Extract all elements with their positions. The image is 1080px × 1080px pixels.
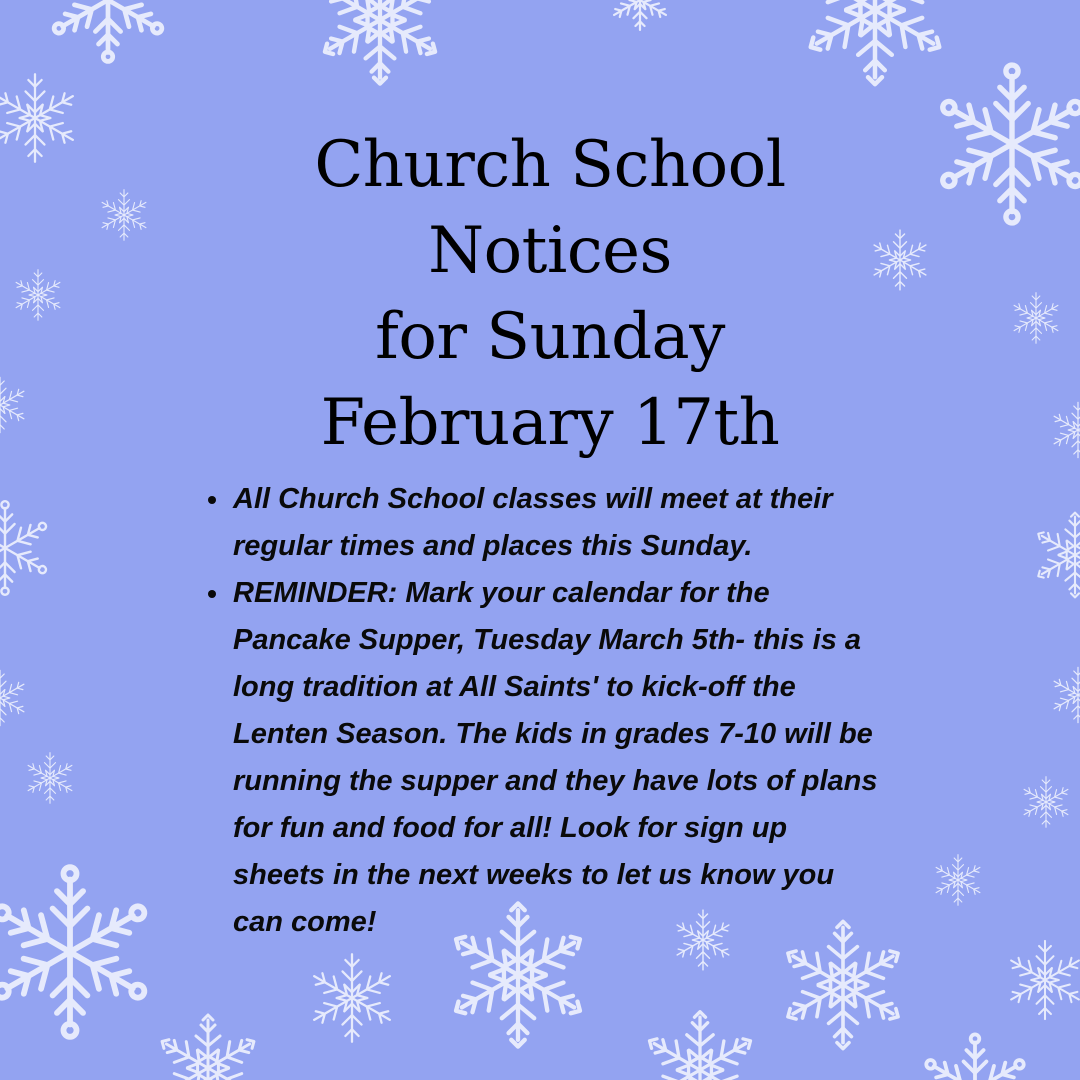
snowflake-icon xyxy=(25,753,74,804)
snowflake-icon xyxy=(1011,293,1060,344)
list-item xyxy=(200,476,883,570)
snowflake-icon xyxy=(802,0,947,84)
snowflake-icon xyxy=(0,670,27,725)
snowflake-icon xyxy=(99,190,148,241)
list-item xyxy=(200,570,883,946)
snowflake-icon xyxy=(921,1034,1029,1080)
snowflake-icon xyxy=(0,377,27,432)
notice-text: REMINDER: Mark your calendar for the Pancake Supper, Tuesday March 5th- this is a long tradition at All Saints' to kick-off the Lenten Season. The kids in grades 7-10 will be running the supper and they have lots of plans for fun and food for all! Look for sign up sheets in the next weeks to let us know you can come! xyxy=(233,577,878,938)
title-line: for Sunday xyxy=(375,300,725,374)
snowflake-icon xyxy=(936,65,1080,223)
bullet-icon xyxy=(208,496,216,504)
snowflake-icon xyxy=(611,0,669,30)
snowflake-icon xyxy=(156,1015,260,1080)
notice-list xyxy=(200,476,900,946)
title-line: Church School Notices xyxy=(314,128,786,288)
notice-card xyxy=(200,122,900,946)
title-line: February 17th xyxy=(320,386,780,460)
snowflake-icon xyxy=(1051,667,1080,722)
snowflake-icon xyxy=(933,855,982,906)
page-title xyxy=(200,122,900,466)
snowflake-icon xyxy=(0,867,152,1037)
snowflake-icon xyxy=(318,0,443,84)
bullet-icon xyxy=(208,590,216,598)
notice-text: All Church School classes will meet at their regular times and places this Sunday. xyxy=(233,483,833,562)
snowflake-icon xyxy=(1021,777,1070,828)
snowflake-icon xyxy=(309,954,394,1041)
snowflake-icon xyxy=(1007,941,1080,1019)
snowflake-icon xyxy=(1033,513,1080,598)
snowflake-icon xyxy=(0,74,78,161)
snowflake-icon xyxy=(1051,402,1080,457)
snowflake-icon xyxy=(13,270,62,321)
snowflake-icon xyxy=(0,501,50,595)
snowflake-icon xyxy=(49,0,168,61)
snowflake-icon xyxy=(643,1012,757,1080)
